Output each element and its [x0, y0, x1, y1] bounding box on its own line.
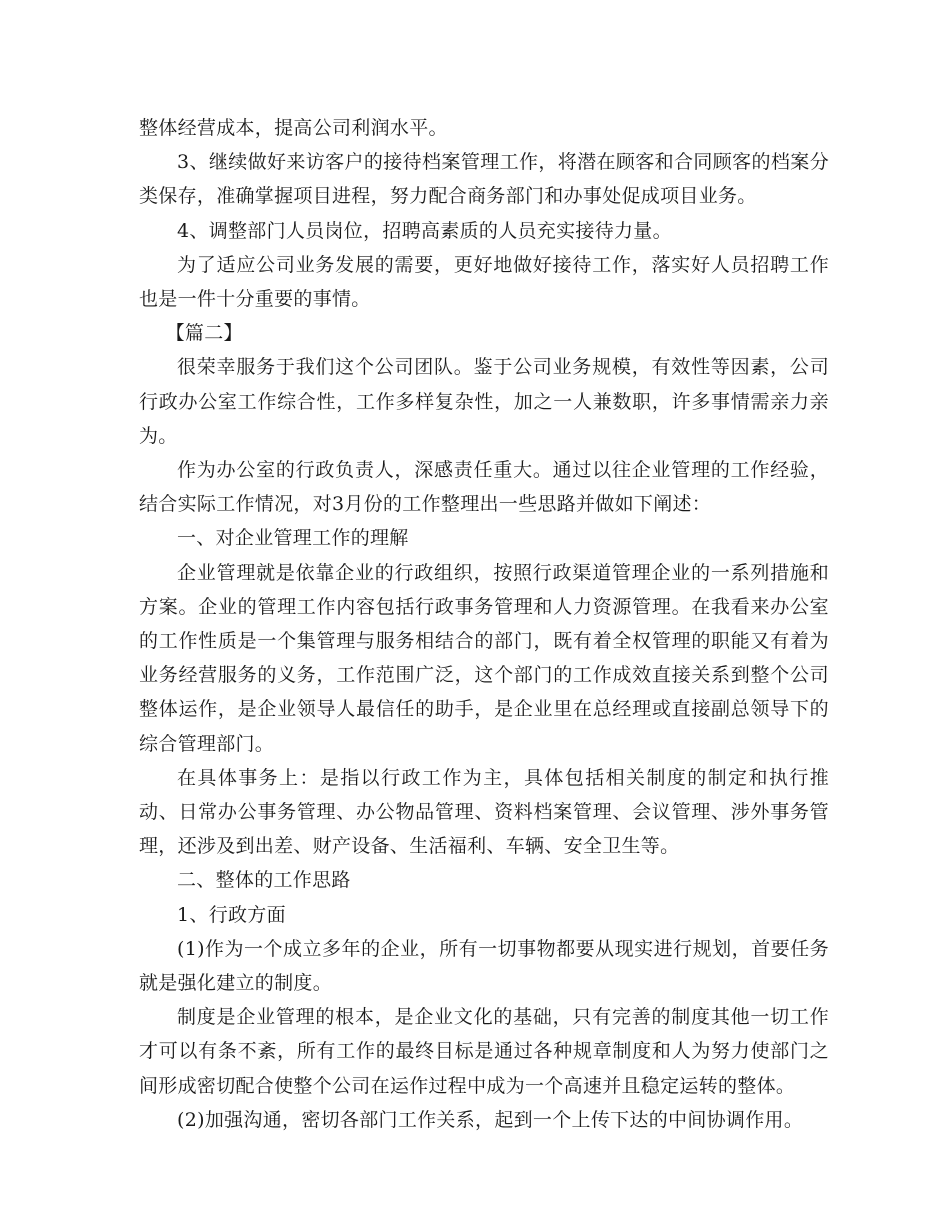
section-subheading: 一、对企业管理工作的理解 — [177, 527, 409, 550]
paragraph: (2)加强沟通，密切各部门工作关系，起到一个上传下达的中间协调作用。 — [177, 1108, 804, 1131]
paragraph: 作为办公室的行政负责人，深感责任重大。通过以往企业管理的工作经验，结合实际工作情况，对3月份的工作整理出一些思路并做如下阐述： — [139, 459, 829, 516]
section-heading: 【篇二】 — [165, 322, 243, 345]
paragraph: 很荣幸服务于我们这个公司团队。鉴于公司业务规模，有效性等因素，公司行政办公室工作综合性，工作多样复杂性，加之一人兼数职，许多事情需亲力亲为。 — [139, 356, 829, 447]
paragraph: 3、继续做好来访客户的接待档案管理工作，将潜在顾客和合同顾客的档案分类保存，准确掌握项目进程，努力配合商务部门和办事处促成项目业务。 — [139, 151, 829, 208]
section-subheading: 二、整体的工作思路 — [177, 869, 351, 892]
paragraph: (1)作为一个成立多年的企业，所有一切事物都要从现实进行规划，首要任务就是强化建立的制度。 — [139, 937, 829, 995]
paragraph: 在具体事务上：是指以行政工作为主，具体包括相关制度的制定和执行推动、日常办公事务管理、办公物品管理、资料档案管理、会议管理、涉外事务管理，还涉及到出差、财产设备、生活福利、车辆、安全卫生等。 — [139, 766, 829, 858]
paragraph: 制度是企业管理的根本，是企业文化的基础，只有完善的制度其他一切工作才可以有条不紊，所有工作的最终目标是通过各种规章制度和人为努力使部门之间形成密切配合使整个公司在运作过程中成为一个高速并且稳定运转的整体。 — [139, 1006, 829, 1097]
section-subheading: 1、行政方面 — [177, 903, 286, 926]
paragraph: 整体经营成本，提高公司利润水平。 — [139, 117, 448, 139]
paragraph: 企业管理就是依靠企业的行政组织，按照行政渠道管理企业的一系列措施和方案。企业的管理工作内容包括行政事务管理和人力资源管理。在我看来办公室的工作性质是一个集管理与服务相结合的部门，既有着全权管理的职能又有着为业务经营服务的义务，工作范围广泛，这个部门的工作成效直接关系到整个公司整体运作，是企业领导人最信任的助手，是企业里在总经理或直接副总领导下的综合管理部门。 — [139, 561, 829, 755]
document-body — [139, 111, 829, 1137]
paragraph: 4、调整部门人员岗位，招聘高素质的人员充实接待力量。 — [177, 219, 672, 242]
paragraph: 为了适应公司业务发展的需要，更好地做好接待工作，落实好人员招聘工作也是一件十分重要的事情。 — [139, 253, 829, 311]
